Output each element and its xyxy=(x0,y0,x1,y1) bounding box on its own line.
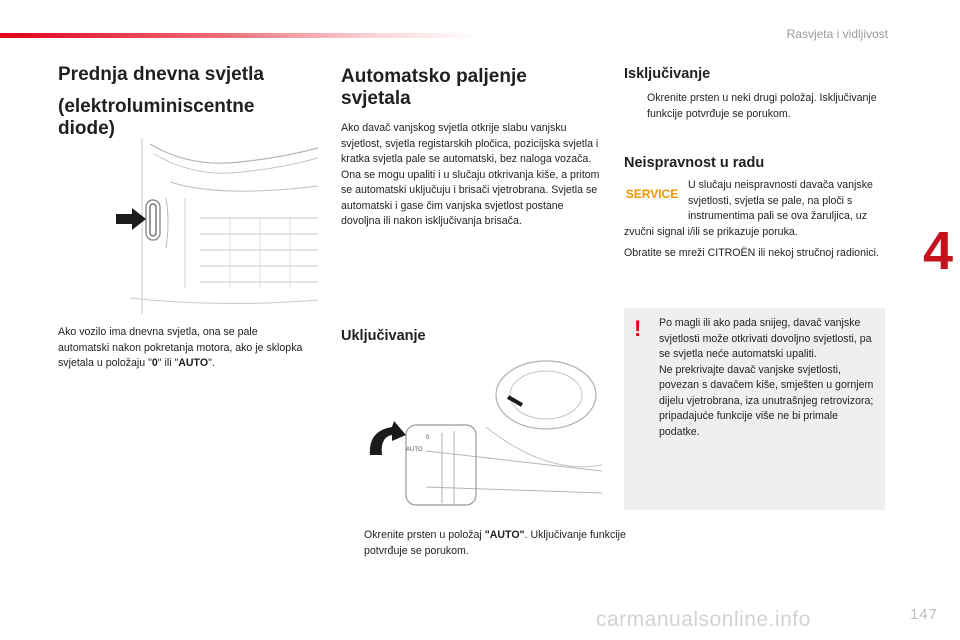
section-title-daytime-lights xyxy=(58,64,313,86)
title-line-1: Prednja dnevna svjetla xyxy=(58,64,264,85)
daytime-lights-illustration xyxy=(130,138,318,314)
subtitle-switch-off: Isključivanje xyxy=(624,66,711,82)
switch-off-instruction: Okrenite prsten u neki drugi položaj. Isključivanje funkcije potvrđuje se porukom. xyxy=(647,92,877,120)
chapter-title: Rasvjeta i vidljivost xyxy=(786,27,888,41)
service-label: SERVICE xyxy=(625,187,679,201)
daytime-lights-text: Ako vozilo ima dnevna svjetla, ona se pale automatski nakon pokretanja motora, ako je sklopka svjetala u položaju "0" ili "AUTO". xyxy=(58,326,303,369)
chapter-number: 4 xyxy=(922,221,954,281)
warning-text-fog: Po magli ili ako pada snijeg, davač vanjske svjetlosti može otkrivati dovoljno svjetlosti, pa se svjetla neće automatski upaliti. xyxy=(659,317,872,360)
subtitle-switch-on: Uključivanje xyxy=(341,328,426,344)
warning-exclamation-icon: ! xyxy=(634,316,642,341)
light-switch-stalk-illustration xyxy=(346,355,602,515)
title-line-2: (elektroluminiscentne diode) xyxy=(58,96,255,139)
watermark: carmanualsonline.info xyxy=(596,608,811,631)
switch-label-auto: AUTO xyxy=(406,447,423,453)
section-daytime-lights xyxy=(58,64,313,140)
malfunction-text: U slučaju neispravnosti davača vanjske svjetlosti, svjetla se pale, na ploči s instrumentima pali se ova žaruljica, uz zvučni signal i/ili se prikazuje poruka. xyxy=(624,179,873,238)
warning-text-cover: Ne prekrivajte davač vanjske svjetlosti, povezan s davačem kiše, smješten u gornjem dijelu vjetrobrana, iza unutrašnjeg retrovizora; pripadajuće funkcije više ne bi primale podatke. xyxy=(659,363,874,438)
contact-dealer-text: Obratite se mreži CITROËN ili nekoj stručnoj radionici. xyxy=(624,247,879,259)
section-title-diodes xyxy=(58,96,268,140)
malfunction-text-block xyxy=(624,178,886,262)
subtitle-malfunction: Neispravnost u radu xyxy=(624,155,765,171)
arrow-pointer-icon xyxy=(116,208,146,230)
warning-note xyxy=(624,308,885,510)
switch-on-instruction: Okrenite prsten u položaj "AUTO". Uključivanje funkcije potvrđuje se porukom. xyxy=(364,529,626,557)
automatic-lights-intro: Ako davač vanjskog svjetla otkrije slabu vanjsku svjetlost, svjetla registarskih pločica, pozicijska svjetla i kratka svjetla pale se automatski, bez naloga vozača. Ona se mogu upaliti i u slučaju otkrivanja kiše, a pritom se automatski uključuju i brisači vjetrobrana. Svjetla se automatski i gase čim vanjska svjetlost postane dovoljna ili nakon isključivanja brisača. xyxy=(341,122,600,227)
section-automatic-lights xyxy=(341,66,604,230)
header-accent-bar xyxy=(0,33,480,38)
section-switch-off xyxy=(624,66,886,122)
page-number: 147 xyxy=(909,606,938,623)
section-title-automatic-lights: Automatsko paljenje svjetala xyxy=(341,66,527,109)
switch-label-zero: 0 xyxy=(426,435,430,441)
